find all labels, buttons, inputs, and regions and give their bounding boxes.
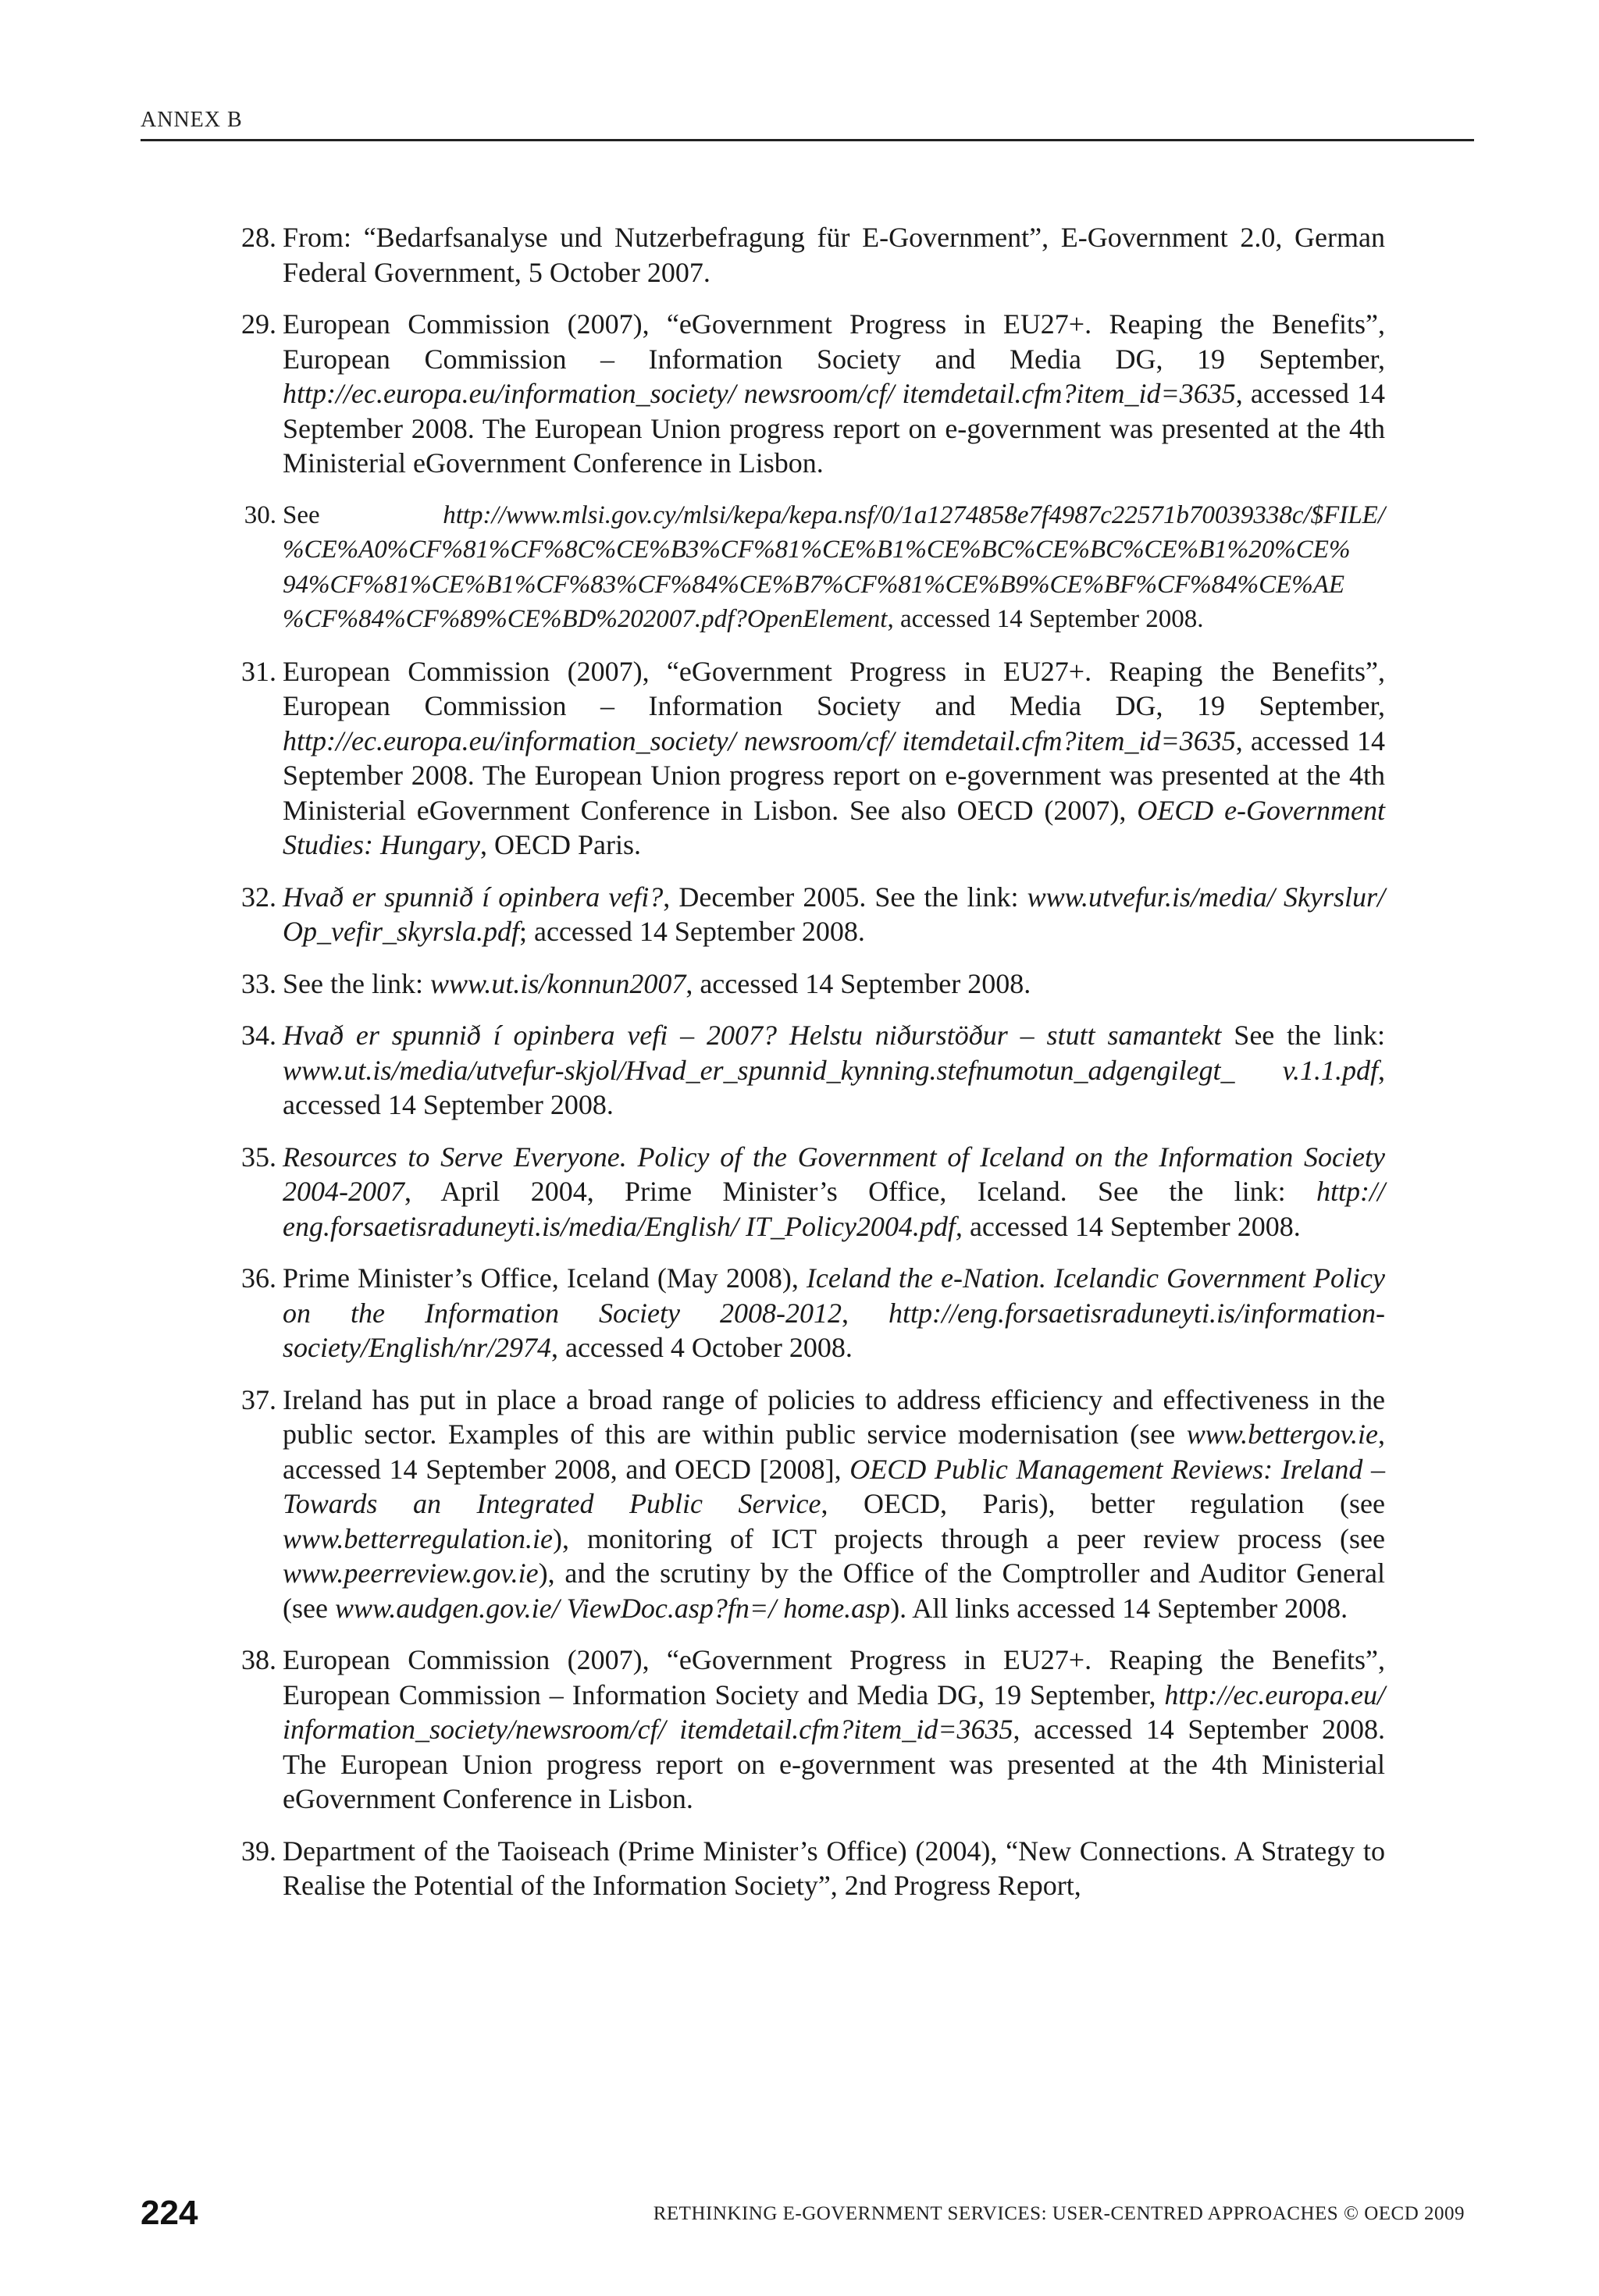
note-text-run: European Commission (2007), “eGovernment Progress in EU27+. Reaping the Benefits”, European Commission – Information Society and Media DG, 19 September, bbox=[283, 308, 1385, 375]
endnote-item bbox=[231, 654, 1385, 863]
note-text-run: , OECD Paris. bbox=[479, 829, 641, 860]
italic-reference: www.ut.is/konnun2007 bbox=[429, 967, 686, 999]
note-text-run: See the link: bbox=[283, 967, 430, 999]
publication-title: RETHINKING E-GOVERNMENT SERVICES: USER-CENTRED APPROACHES © OECD 2009 bbox=[653, 2203, 1465, 2224]
endnote-item bbox=[231, 880, 1385, 949]
endnote-number: 38. bbox=[241, 1644, 276, 1675]
note-text-run: , December 2005. See the link: bbox=[663, 881, 1027, 913]
note-text-run: , accessed 14 September 2008. The European Union progress report on e-government was presented at the 4th Ministerial eGovernment Conference in Lisbon. bbox=[283, 1714, 1385, 1814]
note-text-run: , accessed 4 October 2008. bbox=[550, 1332, 853, 1363]
note-text-run: Department of the Taoiseach (Prime Minister’s Office) (2004), “New Connections. A Strategy to Realise the Potential of the Information Society”, 2nd Progress Report, bbox=[283, 1835, 1385, 1901]
endnote-text bbox=[283, 222, 1385, 288]
endnote-item bbox=[231, 1643, 1385, 1817]
italic-reference: http://www.mlsi.gov.cy/mlsi/kepa/kepa.nsf/0/1a1274858e7f4987c22571b70039338c/$FILE/ %CE%A0%CF%81%CF%8C%CE%B3%CF%81%CE%B1%CE%BC%CE%BC%CE%B1%20%CE% 94%CF%81%CE%B1%CF%83%CF%84%CE%B7%CF%81%CE%B9%CE%BF%CF%84%CE%AE %CF%84%CF%89%CE%BD%202007.pdf?OpenElement bbox=[283, 500, 1385, 633]
endnote-item bbox=[231, 1140, 1385, 1244]
italic-reference: http://ec.europa.eu/information_society/ newsroom/cf/ itemdetail.cfm?item_id=3635 bbox=[283, 378, 1236, 409]
running-head: ANNEX B bbox=[141, 108, 243, 132]
endnote-text bbox=[283, 881, 1385, 948]
italic-reference: OECD e-Government Studies: Hungary bbox=[283, 794, 1385, 860]
italic-reference: www.bettergov.ie bbox=[1186, 1419, 1378, 1450]
italic-reference: http://ec.europa.eu/ information_society/newsroom/cf/ itemdetail.cfm?item_id=3635 bbox=[283, 1678, 1385, 1745]
endnote-text bbox=[283, 1262, 1385, 1363]
endnote-item bbox=[231, 1261, 1385, 1365]
note-text-run: , OECD, Paris), better regulation (see bbox=[821, 1488, 1385, 1519]
endnote-item bbox=[231, 1834, 1385, 1903]
italic-reference: OECD Public Management Reviews: Ireland – Towards an Integrated Public Service bbox=[283, 1453, 1385, 1519]
italic-reference: http://ec.europa.eu/information_society/ newsroom/cf/ itemdetail.cfm?item_id=3635 bbox=[283, 724, 1236, 756]
endnote-text bbox=[283, 656, 1385, 861]
endnote-number: 37. bbox=[241, 1383, 276, 1415]
note-text-run: ). All links accessed 14 September 2008. bbox=[890, 1592, 1348, 1624]
endnote-text bbox=[283, 1020, 1385, 1120]
endnote-text bbox=[283, 968, 1031, 999]
italic-reference: www.utvefur.is/media/ Skyrslur/ Op_vefir_skyrsla.pdf bbox=[283, 881, 1385, 947]
endnote-number: 35. bbox=[241, 1141, 276, 1173]
endnote-text bbox=[283, 308, 1385, 479]
note-text-run: See the link: bbox=[1221, 1020, 1386, 1051]
endnote-text bbox=[283, 1384, 1385, 1624]
endnote-text bbox=[283, 1644, 1385, 1814]
italic-reference: www.betterregulation.ie bbox=[283, 1522, 553, 1554]
note-text-run: ; accessed 14 September 2008. bbox=[518, 916, 865, 947]
note-text-run: , accessed 14 September 2008, and OECD [2008], bbox=[283, 1419, 1385, 1485]
note-text-run: European Commission (2007), “eGovernment Progress in EU27+. Reaping the Benefits”, European Commission – Information Society and Media DG, 19 September, bbox=[283, 1644, 1385, 1710]
endnote-number: 32. bbox=[241, 881, 276, 913]
endnote-number: 31. bbox=[241, 655, 276, 687]
italic-reference: http:// eng.forsaetisraduneyti.is/media/English/ IT_Policy2004.pdf, bbox=[283, 1176, 1385, 1242]
header-rule bbox=[141, 139, 1474, 141]
endnote-text bbox=[283, 1835, 1385, 1902]
endnote-number: 36. bbox=[241, 1262, 276, 1294]
italic-reference: Hvað er spunnið í opinbera vefi – 2007? Helstu niðurstöður – stutt samantekt bbox=[283, 1020, 1222, 1051]
endnote-number: 34. bbox=[241, 1020, 276, 1051]
note-text-run: From: “Bedarfsanalyse und Nutzerbefragung für E-Government”, E-Government 2.0, German Federal Government, 5 October 2007. bbox=[283, 222, 1385, 288]
endnote-item bbox=[231, 1018, 1385, 1123]
italic-reference: http://eng.forsaetisraduneyti.is/information-society/English/nr/2974 bbox=[283, 1297, 1386, 1363]
note-text-run: accessed 14 September 2008. bbox=[962, 1210, 1301, 1242]
note-text-run: , accessed 14 September 2008. bbox=[283, 1054, 1385, 1120]
note-text-run: Ireland has put in place a broad range of policies to address efficiency and effectiveness in the public sector. Examples of this are within public service modernisation (see bbox=[283, 1383, 1385, 1450]
endnote-number: 29. bbox=[241, 308, 276, 340]
note-text-run: ), monitoring of ICT projects through a peer review process (see bbox=[552, 1522, 1385, 1554]
page-number: 224 bbox=[141, 2194, 198, 2232]
endnote-number: 30. bbox=[244, 500, 276, 529]
endnote-text bbox=[283, 501, 1385, 634]
italic-reference: www.peerreview.gov.ie bbox=[283, 1557, 539, 1589]
endnote-number: 33. bbox=[241, 967, 276, 999]
endnote-number: 28. bbox=[241, 222, 276, 253]
endnote-item bbox=[231, 966, 1385, 1002]
note-text-run: , bbox=[842, 1297, 889, 1329]
note-text-run: , accessed 14 September 2008. bbox=[887, 605, 1204, 633]
note-text-run: Prime Minister’s Office, Iceland (May 2008), bbox=[283, 1262, 807, 1294]
endnote-item bbox=[231, 1383, 1385, 1626]
note-text-run: , April 2004, Prime Minister’s Office, Iceland. See the link: bbox=[404, 1176, 1316, 1207]
endnote-text bbox=[283, 1141, 1385, 1242]
note-text-run: , accessed 14 September 2008. The European Union progress report on e-government was presented at the 4th Ministerial eGovernment Conference in Lisbon. bbox=[283, 378, 1385, 479]
note-text-run: European Commission (2007), “eGovernment Progress in EU27+. Reaping the Benefits”, European Commission – Information Society and Media DG, 19 September, bbox=[283, 655, 1385, 721]
note-text-run: , accessed 14 September 2008. The European Union progress report on e-government was presented at the 4th Ministerial eGovernment Conference in Lisbon. See also OECD (2007), bbox=[283, 724, 1385, 826]
italic-reference: www.audgen.gov.ie/ ViewDoc.asp?fn=/ home.asp bbox=[334, 1592, 891, 1624]
endnotes-list bbox=[231, 220, 1385, 1920]
italic-reference: Resources to Serve Everyone. Policy of the Government of Iceland on the Information Society 2004-2007 bbox=[283, 1141, 1385, 1207]
note-text-run: , accessed 14 September 2008. bbox=[686, 967, 1031, 999]
endnote-item bbox=[231, 498, 1385, 637]
endnote-item bbox=[231, 307, 1385, 481]
italic-reference: Hvað er spunnið í opinbera vefi? bbox=[283, 881, 664, 913]
note-text-run: See bbox=[283, 500, 443, 529]
italic-reference: www.ut.is/media/utvefur-skjol/Hvad_er_spunnid_kynning.stefnumotun_adgengilegt_ v.1.1.pdf bbox=[283, 1054, 1378, 1086]
italic-reference: Iceland the e-Nation. Icelandic Government Policy on the Information Society 2008-2012 bbox=[283, 1262, 1385, 1329]
endnote-item bbox=[231, 220, 1385, 290]
note-text-run: ), and the scrutiny by the Office of the Comptroller and Auditor General (see bbox=[283, 1557, 1385, 1624]
endnote-number: 39. bbox=[241, 1835, 276, 1867]
